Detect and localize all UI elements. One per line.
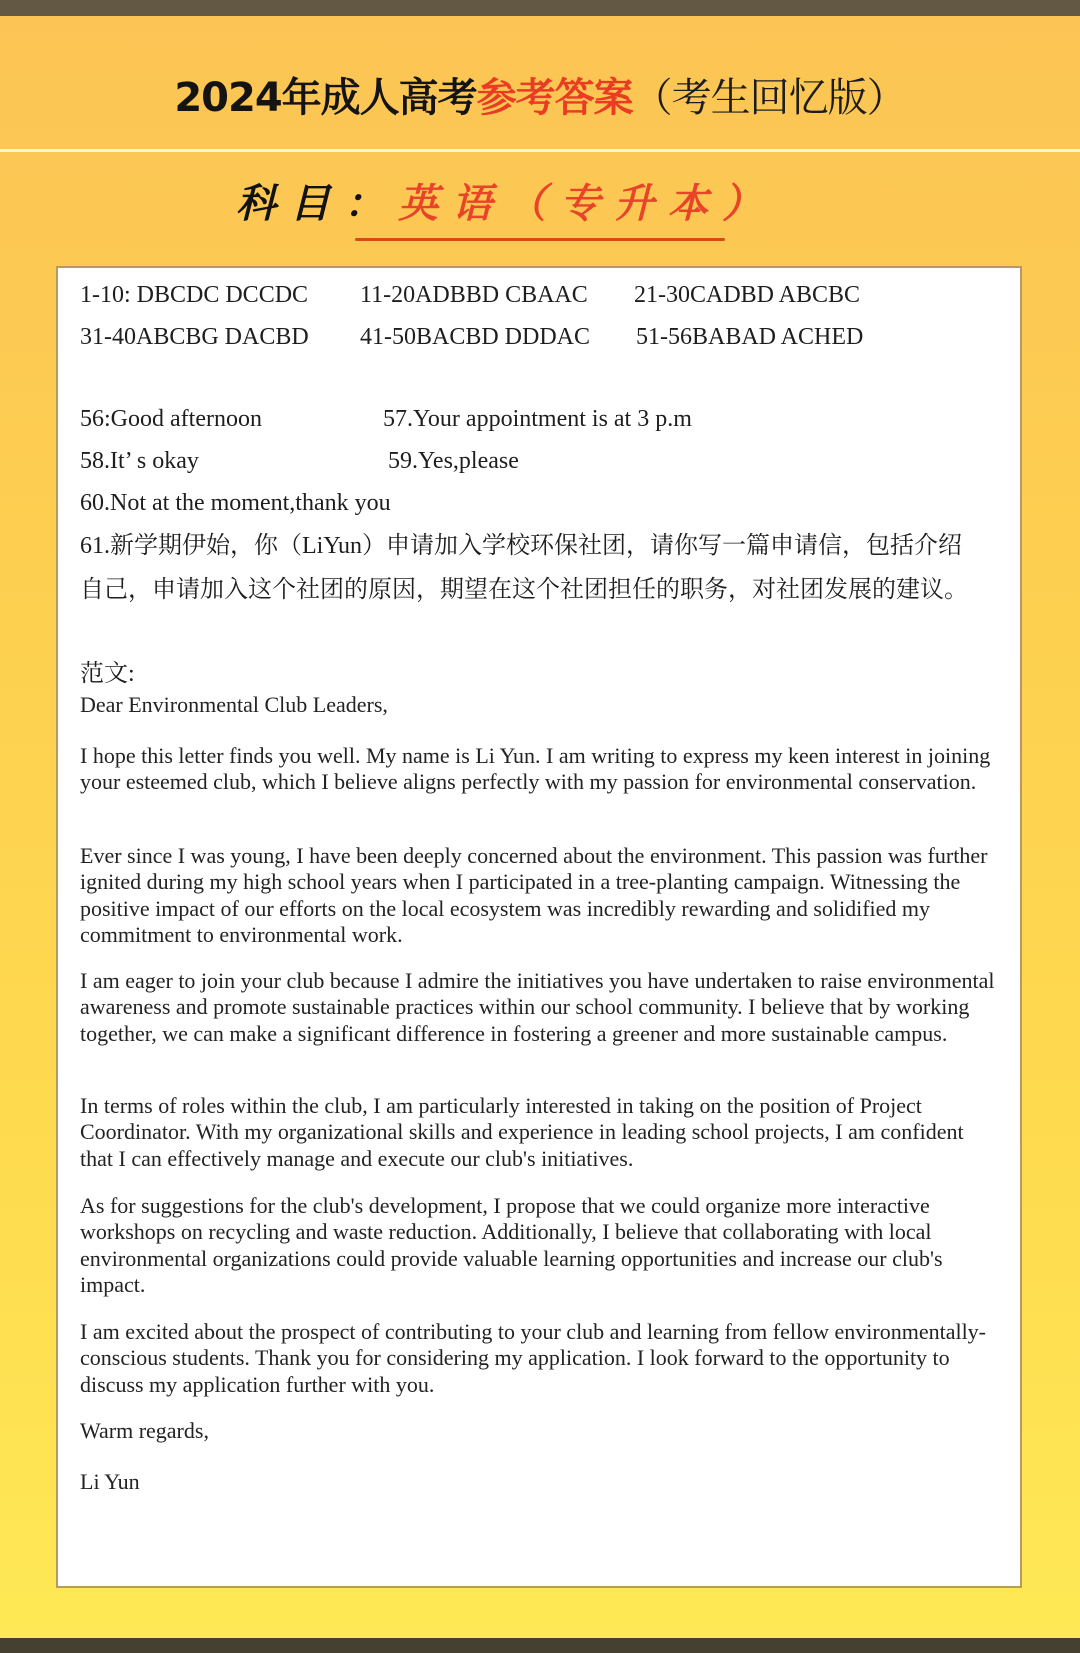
answer-group: 11-20ADBBD CBAAC xyxy=(360,282,588,308)
title-suffix: （考生回忆版） xyxy=(632,75,906,121)
answer-group: 21-30CADBD ABCBC xyxy=(634,282,861,308)
title-divider xyxy=(0,149,1080,152)
letter-paragraph-1: I hope this letter finds you well. My name is Li Yun. I am writing to express my keen interest in joining your esteemed club, which I believe aligns perfectly with my passion for environmental conservation. xyxy=(80,743,991,795)
answer-group: 41-50BACBD DDDAC xyxy=(360,324,591,350)
subject-underline xyxy=(355,238,725,241)
answer-59: 59.Yes,please xyxy=(388,448,519,474)
answer-group: 51-56BABAD ACHED xyxy=(636,324,864,350)
letter-closing: Warm regards, xyxy=(80,1418,209,1443)
sample-label: 范文: xyxy=(80,661,135,687)
letter-paragraph-6: I am excited about the prospect of contributing to your club and learning from fellow environmentally-conscious students. Thank you for considering my application. I look forward to the opportunity to discuss my application further with you. xyxy=(80,1319,987,1397)
answer-56: 56:Good afternoon xyxy=(80,406,262,432)
letter-paragraph-5: As for suggestions for the club's development, I propose that we could organize more interactive workshops on recycling and waste reduction. Additionally, I believe that collaborating with local environmental organizations could provide valuable learning opportunities and increase our club's impact. xyxy=(80,1193,943,1297)
subject-line xyxy=(236,172,776,229)
title-prefix: 2024年成人高考 xyxy=(174,75,477,121)
bottom-bar xyxy=(0,1638,1080,1653)
answer-group: 1-10: DBCDC DCCDC xyxy=(80,282,309,308)
answer-58: 58.It’ s okay xyxy=(80,448,199,474)
letter-salutation: Dear Environmental Club Leaders, xyxy=(80,692,388,717)
page-title xyxy=(0,66,1080,123)
writing-prompt: 61.新学期伊始，你（LiYun）申请加入学校环保社团，请你写一篇申请信，包括介绍自己，申请加入这个社团的原因，期望在这个社团担任的职务，对社团发展的建议。 xyxy=(80,533,968,603)
letter-paragraph-4: In terms of roles within the club, I am particularly interested in taking on the position of Project Coordinator. With my organizational skills and experience in leading school projects, I am confident that I can effectively manage and execute our club's initiatives. xyxy=(80,1093,964,1171)
subject-value: 英语（专升本） xyxy=(398,180,776,227)
letter-paragraph-3: I am eager to join your club because I admire the initiatives you have undertaken to raise environmental awareness and promote sustainable practices within our school community. I believe that by working together, we can make a significant difference in fostering a greener and more sustainable campus. xyxy=(80,968,995,1046)
answer-60: 60.Not at the moment,thank you xyxy=(80,490,391,516)
letter-paragraph-2: Ever since I was young, I have been deeply concerned about the environment. This passion was further ignited during my high school years when I participated in a tree-planting campaign. Witnessing the positive impact of our efforts on the local ecosystem was incredibly rewarding and solidified my commitment to environmental work. xyxy=(80,843,988,947)
answer-57: 57.Your appointment is at 3 p.m xyxy=(383,406,692,432)
subject-label: 科目： xyxy=(236,180,398,227)
answer-card xyxy=(56,266,1022,1588)
title-accent: 参考答案 xyxy=(476,75,633,121)
letter-signature: Li Yun xyxy=(80,1469,140,1494)
top-bar xyxy=(0,0,1080,16)
answer-group: 31-40ABCBG DACBD xyxy=(80,324,309,350)
